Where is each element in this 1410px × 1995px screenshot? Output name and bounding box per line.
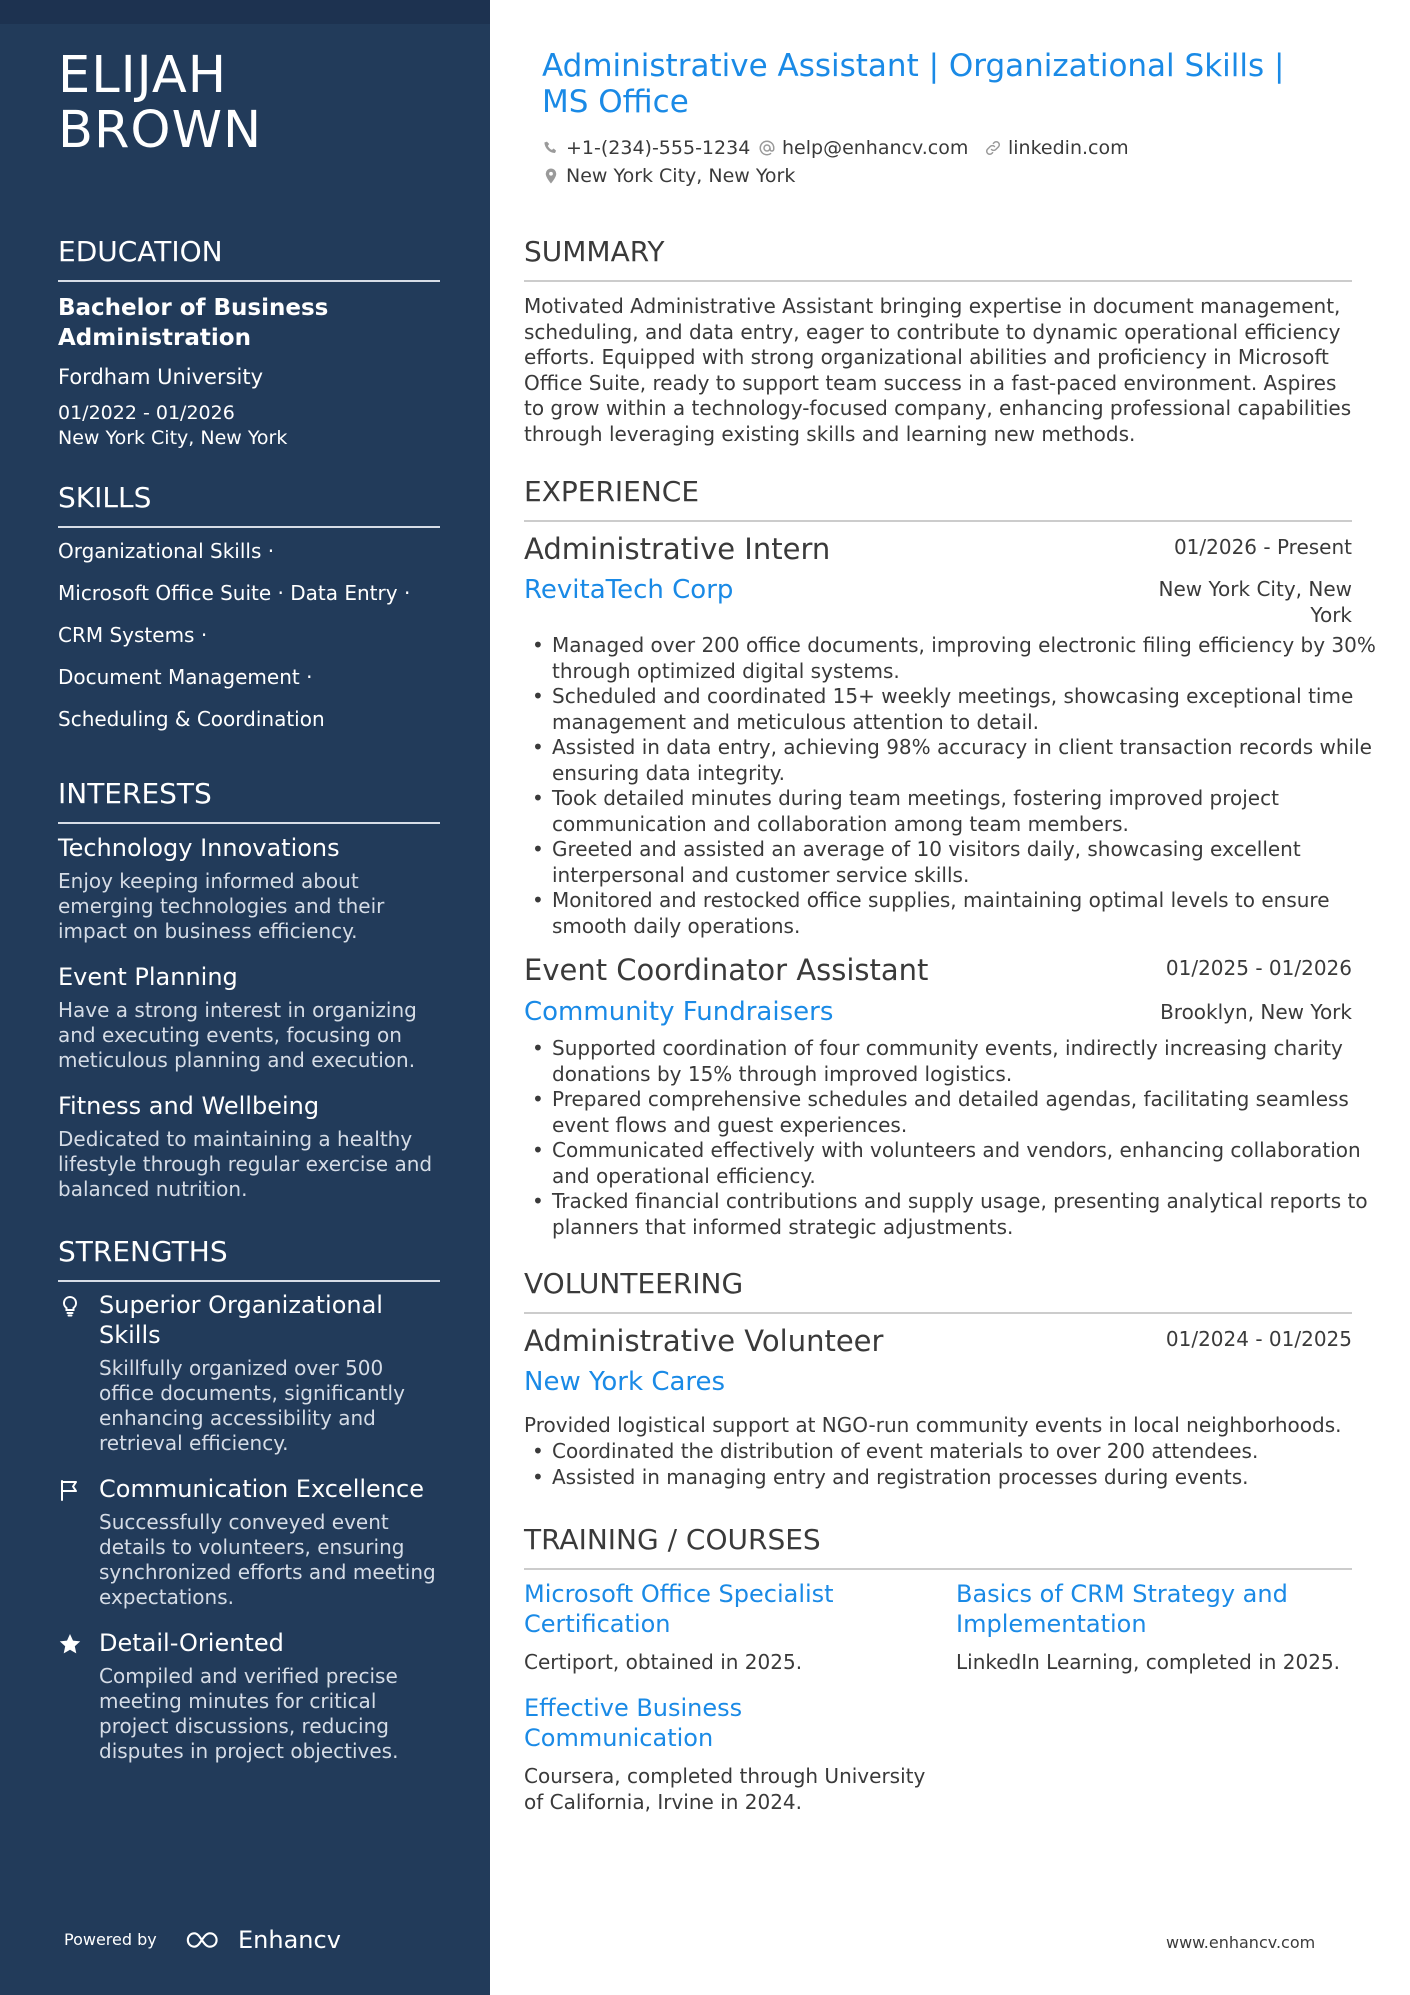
education-entry <box>58 293 440 451</box>
list-item: • Scheduled and coordinated 15+ weekly meetings, showcasing exceptional time management and meticulous attention to detail. <box>552 684 1380 735</box>
strength-item <box>99 1474 444 1610</box>
footer-url[interactable]: www.enhancv.com <box>1166 1933 1316 1952</box>
strength-desc: Compiled and verified precise meeting minutes for critical project discussions, reducing disputes in project objectives. <box>99 1664 399 1763</box>
strengths-heading: STRENGTHS <box>58 1234 440 1282</box>
candidate-name <box>58 48 262 158</box>
course-desc: LinkedIn Learning, completed in 2025. <box>956 1650 1341 1674</box>
degree: Bachelor of Business Administration <box>58 295 329 351</box>
lightbulb-icon <box>58 1294 84 1320</box>
phone-number: +1-(234)-555-1234 <box>566 137 751 159</box>
interest-item <box>58 1091 440 1202</box>
course-desc: Coursera, completed through University of California, Irvine in 2024. <box>524 1764 926 1814</box>
enhancv-logo[interactable] <box>184 1924 341 1956</box>
interest-desc: Have a strong interest in organizing and executing events, focusing on meticulous planning and execution. <box>58 998 417 1072</box>
list-item: • Greeted and assisted an average of 10 visitors daily, showcasing excellent interpersonal and customer service skills. <box>552 837 1380 888</box>
course-title[interactable]: Basics of CRM Strategy and Implementation <box>956 1580 1288 1638</box>
job-company[interactable]: Community Fundraisers <box>524 997 834 1027</box>
interest-item <box>58 833 440 944</box>
course-title[interactable]: Microsoft Office Specialist Certification <box>524 1580 834 1638</box>
job-location: Brooklyn, New York <box>1160 1000 1352 1024</box>
course-title[interactable]: Effective Business Communication <box>524 1694 743 1752</box>
volunteering-heading: VOLUNTEERING <box>524 1266 1352 1314</box>
list-item: • Communicated effectively with volunteers and vendors, enhancing collaboration and operational efficiency. <box>552 1138 1380 1189</box>
list-item: • Coordinated the distribution of event materials to over 200 attendees. <box>552 1439 1380 1465</box>
first-name: ELIJAH <box>58 46 228 105</box>
email-contact[interactable] <box>758 136 968 160</box>
link-icon <box>984 139 1002 157</box>
enhancv-logo-icon <box>184 1928 230 1952</box>
interests-heading: INTERESTS <box>58 776 440 824</box>
volunteer-org[interactable]: New York Cares <box>524 1367 726 1397</box>
skill-line: Microsoft Office Suite · Data Entry · <box>58 581 411 605</box>
sidebar-top-band <box>0 0 490 24</box>
skill-line: Scheduling & Coordination <box>58 707 325 731</box>
job-bullets <box>524 633 1380 939</box>
list-item: • Assisted in data entry, achieving 98% accuracy in client transaction records while ensuring data integrity. <box>552 735 1380 786</box>
location-pin-icon <box>542 167 560 185</box>
job-location: New York City, New York <box>1158 577 1352 627</box>
job-company[interactable]: RevitaTech Corp <box>524 575 734 605</box>
list-item: • Monitored and restocked office supplies, maintaining optimal levels to ensure smooth daily operations. <box>552 888 1380 939</box>
location-contact <box>542 164 795 188</box>
strength-item <box>99 1290 444 1456</box>
list-item: • Assisted in managing entry and registration processes during events. <box>552 1465 1380 1491</box>
skill-line: Document Management · <box>58 665 313 689</box>
strength-desc: Successfully conveyed event details to volunteers, ensuring synchronized efforts and meeting expectations. <box>99 1510 436 1609</box>
school: Fordham University <box>58 365 264 389</box>
job-bullets <box>524 1036 1380 1240</box>
job-dates: 01/2026 - Present <box>1173 535 1352 559</box>
flag-icon <box>58 1478 84 1504</box>
interest-title: Event Planning <box>58 963 238 991</box>
interest-item <box>58 962 440 1073</box>
job-title: Event Coordinator Assistant <box>524 953 929 987</box>
experience-heading: EXPERIENCE <box>524 474 1352 522</box>
skills-heading: SKILLS <box>58 480 440 528</box>
strength-item <box>99 1628 444 1764</box>
education-dates: 01/2022 - 01/2026 <box>58 402 235 424</box>
volunteer-dates: 01/2024 - 01/2025 <box>1165 1327 1352 1351</box>
email-address: help@enhancv.com <box>782 137 969 159</box>
interest-title: Fitness and Wellbeing <box>58 1092 320 1120</box>
powered-by-label: Powered by <box>64 1930 157 1949</box>
skill-line: Organizational Skills · <box>58 539 275 563</box>
interest-desc: Dedicated to maintaining a healthy lifestyle through regular exercise and balanced nutrition. <box>58 1127 433 1201</box>
education-location: New York City, New York <box>58 427 288 449</box>
job-title: Administrative Intern <box>524 532 831 566</box>
at-icon <box>758 139 776 157</box>
course-desc: Certiport, obtained in 2025. <box>524 1650 803 1674</box>
job-dates: 01/2025 - 01/2026 <box>1165 956 1352 980</box>
star-icon <box>58 1632 84 1658</box>
phone-contact[interactable] <box>542 136 750 160</box>
list-item: • Took detailed minutes during team meetings, fostering improved project communication and collaboration among team members. <box>552 786 1380 837</box>
volunteer-desc: Provided logistical support at NGO-run community events in local neighborhoods. <box>524 1413 1342 1437</box>
phone-icon <box>542 139 560 157</box>
summary-text: Motivated Administrative Assistant bringing expertise in document management, scheduling, and data entry, eager to contribute to dynamic operational efficiency efforts. Equipped with strong organizational abilities and proficiency in Microsoft Office Suite, ready to support team success in a fast-paced environment. Aspires to grow within a technology-focused company, enhancing professional capabilities through leveraging existing skills and learning new methods. <box>524 294 1352 446</box>
list-item: • Tracked financial contributions and supply usage, presenting analytical reports to planners that informed strategic adjustments. <box>552 1189 1380 1240</box>
summary-heading: SUMMARY <box>524 234 1352 282</box>
link-contact[interactable] <box>984 136 1129 160</box>
strength-title: Detail-Oriented <box>99 1629 284 1657</box>
last-name: BROWN <box>58 101 263 160</box>
headline: Administrative Assistant | Organizational Skills | MS Office <box>542 48 1285 120</box>
skill-line: CRM Systems · <box>58 623 208 647</box>
brand-name: Enhancv <box>238 1926 341 1954</box>
link-url: linkedin.com <box>1008 137 1129 159</box>
location-text: New York City, New York <box>566 165 796 187</box>
interest-desc: Enjoy keeping informed about emerging technologies and their impact on business efficiency. <box>58 869 385 943</box>
list-item: • Prepared comprehensive schedules and detailed agendas, facilitating seamless event flows and guest experiences. <box>552 1087 1380 1138</box>
volunteer-bullets <box>524 1439 1380 1490</box>
training-heading: TRAINING / COURSES <box>524 1522 1352 1570</box>
volunteer-title: Administrative Volunteer <box>524 1324 884 1358</box>
interest-title: Technology Innovations <box>58 834 340 862</box>
main-content <box>490 0 1410 1995</box>
strength-title: Superior Organizational Skills <box>99 1291 383 1349</box>
strength-desc: Skillfully organized over 500 office documents, significantly enhancing accessibility and retrieval efficiency. <box>99 1356 405 1455</box>
list-item: • Supported coordination of four community events, indirectly increasing charity donations by 15% through improved logistics. <box>552 1036 1380 1087</box>
list-item: • Managed over 200 office documents, improving electronic filing efficiency by 30% through optimized digital systems. <box>552 633 1380 684</box>
education-heading: EDUCATION <box>58 234 440 282</box>
strength-title: Communication Excellence <box>99 1475 424 1503</box>
sidebar <box>0 0 490 1995</box>
